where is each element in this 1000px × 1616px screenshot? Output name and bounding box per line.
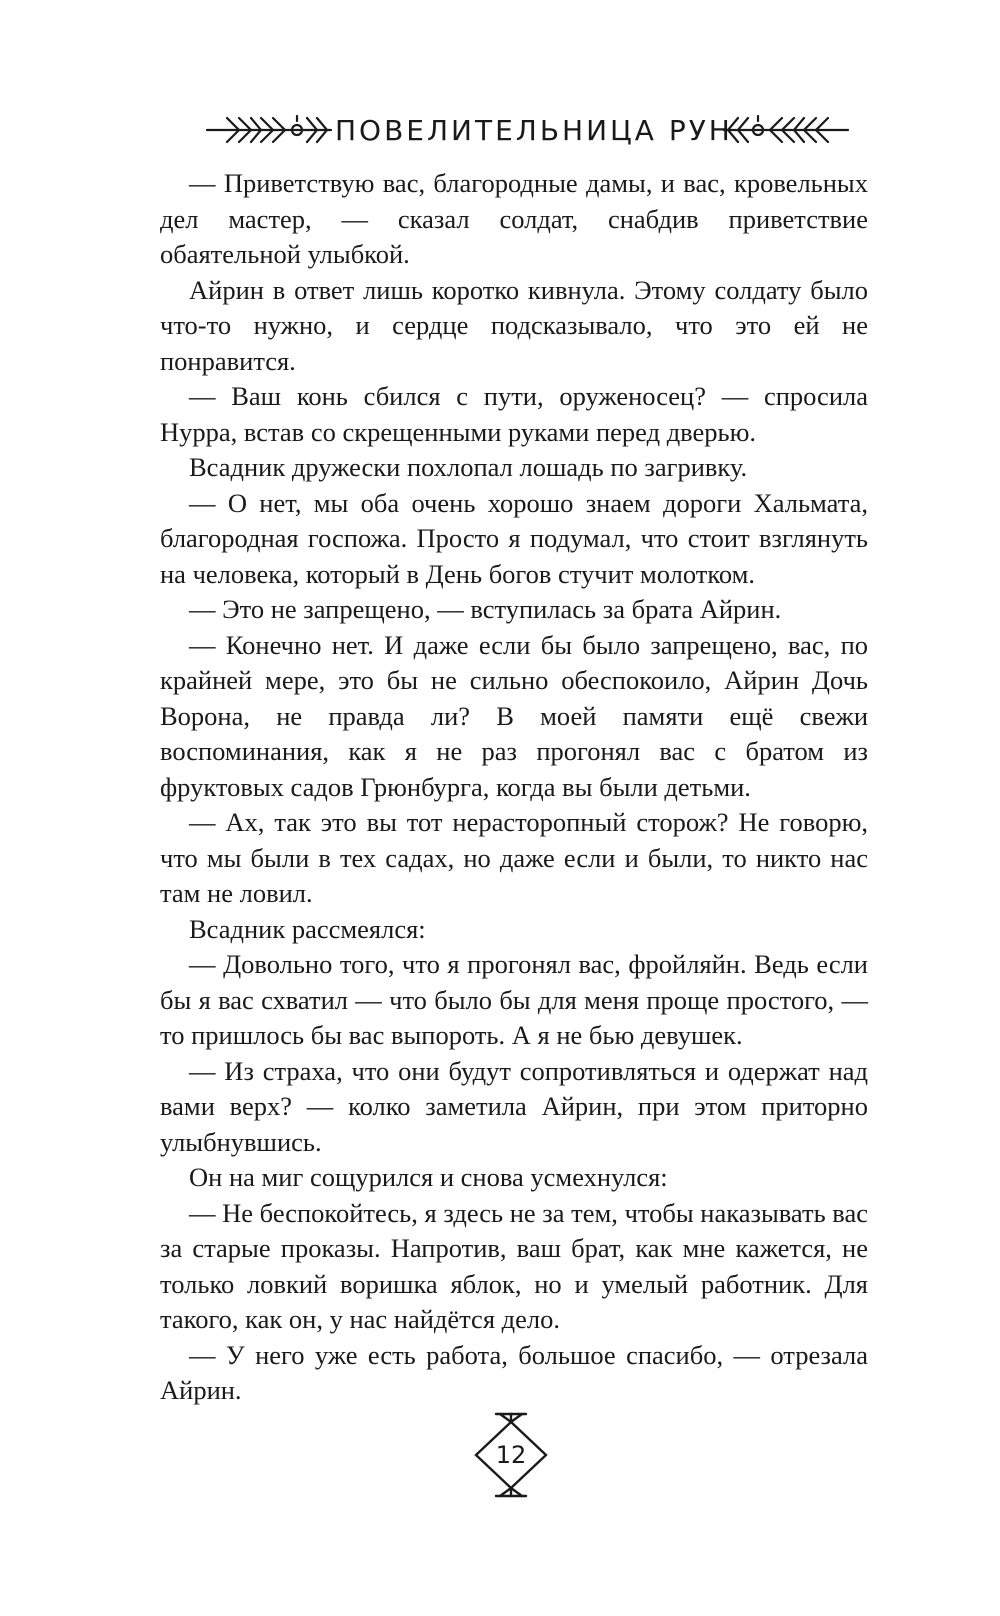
page-number: 12: [495, 1441, 527, 1469]
page-number-badge: [466, 1410, 556, 1500]
right-rune-ornament-icon: [720, 105, 850, 155]
paragraph: Айрин в ответ лишь коротко кивнула. Этому солдату было что-то нужно, и сердце подсказывало, что это ей не понравится.: [160, 274, 868, 376]
paragraph: Он на миг сощурился и снова усмехнулся:: [189, 1162, 668, 1192]
paragraph: — Из страха, что они будут сопротивляться и одержат над вами верх? — колко заметила Айрин, при этом приторно улыбнувшись.: [160, 1055, 868, 1157]
paragraph: Всадник рассмеялся:: [189, 913, 426, 944]
paragraph: — У него уже есть работа, большое спасибо, — отрезала Айрин.: [160, 1339, 868, 1405]
left-rune-ornament-icon: [205, 105, 335, 155]
paragraph: — Довольно того, что я прогонял вас, фройляйн. Ведь если бы я вас схватил — что было бы для меня проще простого, — то пришлось бы вас выпороть. А я не бью девушек.: [160, 949, 868, 1050]
paragraph: — Это не запрещено, — вступилась за брата Айрин.: [189, 594, 782, 624]
running-title: ПОВЕЛИТЕЛЬНИЦА РУН: [335, 114, 733, 147]
running-header: [0, 105, 1000, 155]
paragraph: — Ваш конь сбился с пути, оруженосец? — спросила Нурра, встав со скрещенными руками перед дверью.: [160, 381, 868, 447]
body-text: [160, 166, 868, 1409]
paragraph: — Не беспокойтесь, я здесь не за тем, чтобы наказывать вас за старые проказы. Напротив, ваш брат, как мне кажется, не только ловкий воришка яблок, но и умелый работник. Для такого, как он, у нас найдётся дело.: [160, 1197, 868, 1334]
paragraph: — Ах, так это вы тот нерасторопный сторож? Не говорю, что мы были в тех садах, но даже если и были, то никто нас там не ловил.: [160, 807, 868, 908]
paragraph: Всадник дружески похлопал лошадь по загривку.: [189, 452, 748, 482]
paragraph: — Приветствую вас, благородные дамы, и вас, кровельных дел мастер, — сказал солдат, снабдив приветствие обаятельной улыбкой.: [160, 168, 868, 269]
paragraph: — О нет, мы оба очень хорошо знаем дороги Хальмата, благородная госпожа. Просто я подумал, что стоит взглянуть на человека, который в День богов стучит молотком.: [160, 487, 868, 589]
paragraph: — Конечно нет. И даже если бы было запрещено, вас, по крайней мере, это бы не сильно обеспокоило, Айрин Дочь Ворона, не правда ли? В моей памяти ещё свежи воспоминания, как я не раз прогонял вас с братом из фруктовых садов Грюнбурга, когда вы были детьми.: [160, 629, 868, 802]
